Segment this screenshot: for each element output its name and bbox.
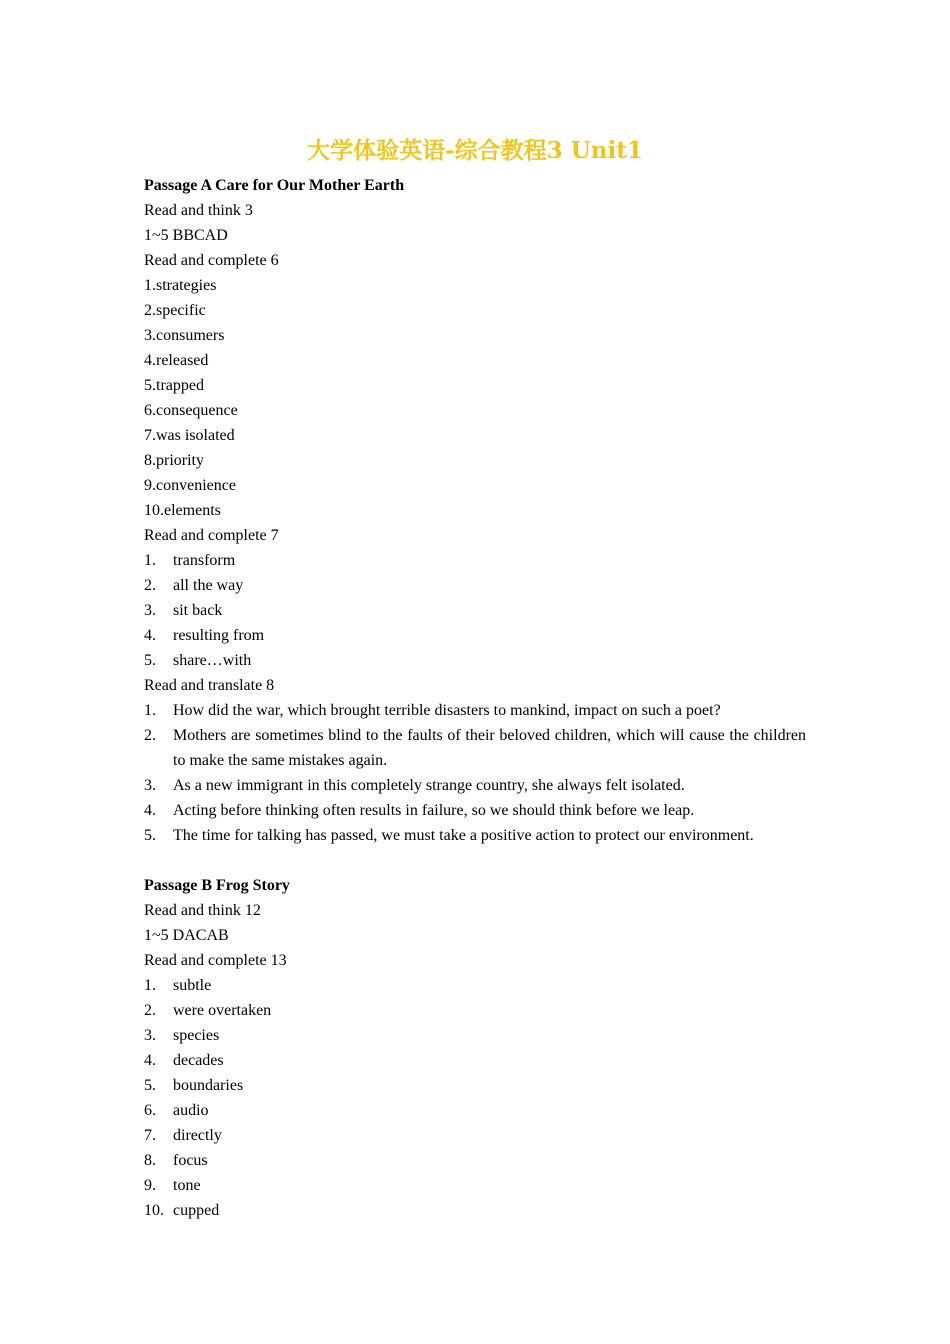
item-number: 1. — [144, 702, 156, 719]
item-text: As a new immigrant in this completely strange country, she always felt isolated. — [173, 777, 685, 794]
item-number: 2. — [144, 577, 156, 594]
item-number: 6. — [144, 1102, 156, 1119]
item-number: 1. — [144, 977, 156, 994]
item-number: 4. — [144, 802, 156, 819]
section-spacer — [144, 848, 806, 873]
item-number: 8. — [144, 1152, 156, 1169]
passage-b-complete13-label: Read and complete 13 — [144, 952, 287, 969]
item-text: Acting before thinking often results in failure, so we should think before we leap. — [173, 802, 695, 819]
item-text: tone — [173, 1177, 201, 1194]
item-text: species — [173, 1027, 220, 1044]
list-item: 4.released — [144, 352, 209, 369]
item-number: 3. — [144, 1027, 156, 1044]
list-item — [144, 1148, 806, 1173]
item-number: 5. — [144, 827, 156, 844]
passage-a-complete6-label: Read and complete 6 — [144, 252, 279, 269]
passage-b-think-label: Read and think 12 — [144, 902, 261, 919]
list-item — [144, 773, 806, 798]
passage-a-translate-label: Read and translate 8 — [144, 677, 275, 694]
list-item: 2.specific — [144, 302, 206, 319]
passage-b-think-answer: 1~5 DACAB — [144, 927, 229, 944]
translate-list — [144, 698, 806, 848]
item-text: sit back — [173, 602, 223, 619]
list-item — [144, 598, 806, 623]
list-item: 8.priority — [144, 452, 204, 469]
document-page — [144, 131, 806, 1223]
complete13-list — [144, 973, 806, 1223]
list-item — [144, 1023, 806, 1048]
passage-a-complete7-label: Read and complete 7 — [144, 527, 279, 544]
item-text: decades — [173, 1052, 224, 1069]
item-number: 5. — [144, 652, 156, 669]
list-item — [144, 798, 806, 823]
item-text: resulting from — [173, 627, 265, 644]
item-text: Mothers are sometimes blind to the faults of their beloved children, which will cause the children to make the same mistakes again. — [173, 727, 806, 769]
list-item — [144, 1198, 806, 1223]
item-number: 9. — [144, 1177, 156, 1194]
item-text: were overtaken — [173, 1002, 272, 1019]
item-number: 2. — [144, 727, 156, 744]
item-text: transform — [173, 552, 236, 569]
list-item: 1.strategies — [144, 277, 217, 294]
item-number: 4. — [144, 627, 156, 644]
item-number: 1. — [144, 552, 156, 569]
list-item — [144, 973, 806, 998]
item-text: all the way — [173, 577, 244, 594]
passage-a-think-answer: 1~5 BBCAD — [144, 227, 228, 244]
list-item: 6.consequence — [144, 402, 238, 419]
list-item — [144, 623, 806, 648]
item-text: share…with — [173, 652, 252, 669]
item-text: cupped — [173, 1202, 220, 1219]
list-item — [144, 548, 806, 573]
list-item — [144, 573, 806, 598]
complete7-list — [144, 548, 806, 673]
list-item — [144, 1098, 806, 1123]
list-item — [144, 1123, 806, 1148]
item-number: 3. — [144, 777, 156, 794]
list-item: 10.elements — [144, 502, 221, 519]
item-number: 3. — [144, 602, 156, 619]
list-item: 3.consumers — [144, 327, 225, 344]
passage-a-think-label: Read and think 3 — [144, 202, 253, 219]
list-item — [144, 1073, 806, 1098]
complete6-list — [144, 273, 806, 523]
document-title: 大学体验英语-综合教程3 Unit1 — [307, 137, 643, 164]
item-number: 2. — [144, 1002, 156, 1019]
list-item — [144, 723, 806, 773]
item-text: subtle — [173, 977, 212, 994]
list-item — [144, 998, 806, 1023]
item-number: 7. — [144, 1127, 156, 1144]
list-item: 9.convenience — [144, 477, 236, 494]
list-item: 7.was isolated — [144, 427, 235, 444]
list-item — [144, 823, 806, 848]
list-item — [144, 698, 806, 723]
item-text: directly — [173, 1127, 222, 1144]
passage-b-heading: Passage B Frog Story — [144, 877, 290, 894]
item-text: The time for talking has passed, we must take a positive action to protect our environment. — [173, 827, 754, 844]
item-text: boundaries — [173, 1077, 244, 1094]
item-number: 10. — [144, 1202, 164, 1219]
item-number: 4. — [144, 1052, 156, 1069]
item-text: How did the war, which brought terrible disasters to mankind, impact on such a poet? — [173, 702, 721, 719]
list-item — [144, 1048, 806, 1073]
item-number: 5. — [144, 1077, 156, 1094]
item-text: focus — [173, 1152, 208, 1169]
item-text: audio — [173, 1102, 209, 1119]
list-item — [144, 648, 806, 673]
passage-a-heading: Passage A Care for Our Mother Earth — [144, 177, 405, 194]
list-item: 5.trapped — [144, 377, 204, 394]
list-item — [144, 1173, 806, 1198]
